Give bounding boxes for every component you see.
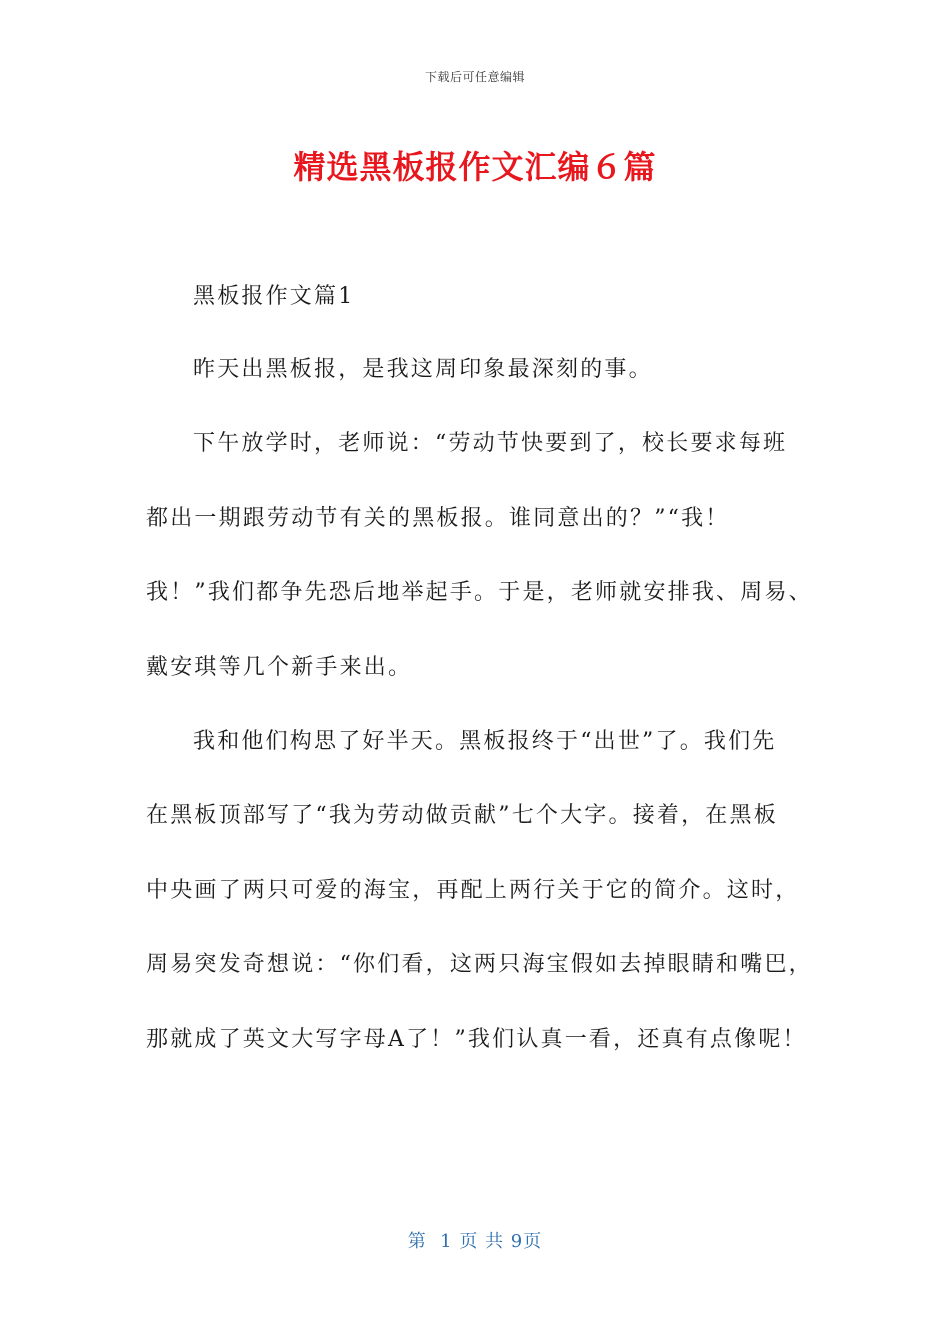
- paragraph-line: 昨天出黑板报，是我这周印象最深刻的事。: [193, 357, 653, 382]
- paragraph-line: 我和他们构思了好半天。黑板报终于“出世”了。我们先: [193, 729, 777, 754]
- paragraph-line: 中央画了两只可爱的海宝，再配上两行关于它的简介。这时，: [146, 878, 800, 903]
- paragraph-line: 在黑板顶部写了“我为劳动做贡献”七个大字。接着，在黑板: [146, 803, 778, 828]
- paragraph-line: 都出一期跟劳动节有关的黑板报。谁同意出的？”“我！: [146, 506, 730, 531]
- section-heading: 黑板报作文篇1: [193, 284, 355, 309]
- paragraph-line: 那就成了英文大写字母A了！”我们认真一看，还真有点像呢！: [146, 1027, 807, 1052]
- document-title: 精选黑板报作文汇编６篇: [293, 148, 657, 186]
- paragraph-line: 戴安琪等几个新手来出。: [146, 655, 413, 680]
- paragraph-line: 我！”我们都争先恐后地举起手。于是，老师就安排我、周易、: [146, 580, 813, 605]
- header-note: 下载后可任意编辑: [424, 70, 525, 84]
- page-number: 第 1 页 共 9页: [407, 1231, 543, 1252]
- paragraph-line: 下午放学时，老师说：“劳动节快要到了，校长要求每班: [193, 431, 788, 456]
- paragraph-line: 周易突发奇想说：“你们看，这两只海宝假如去掉眼睛和嘴巴，: [146, 952, 813, 977]
